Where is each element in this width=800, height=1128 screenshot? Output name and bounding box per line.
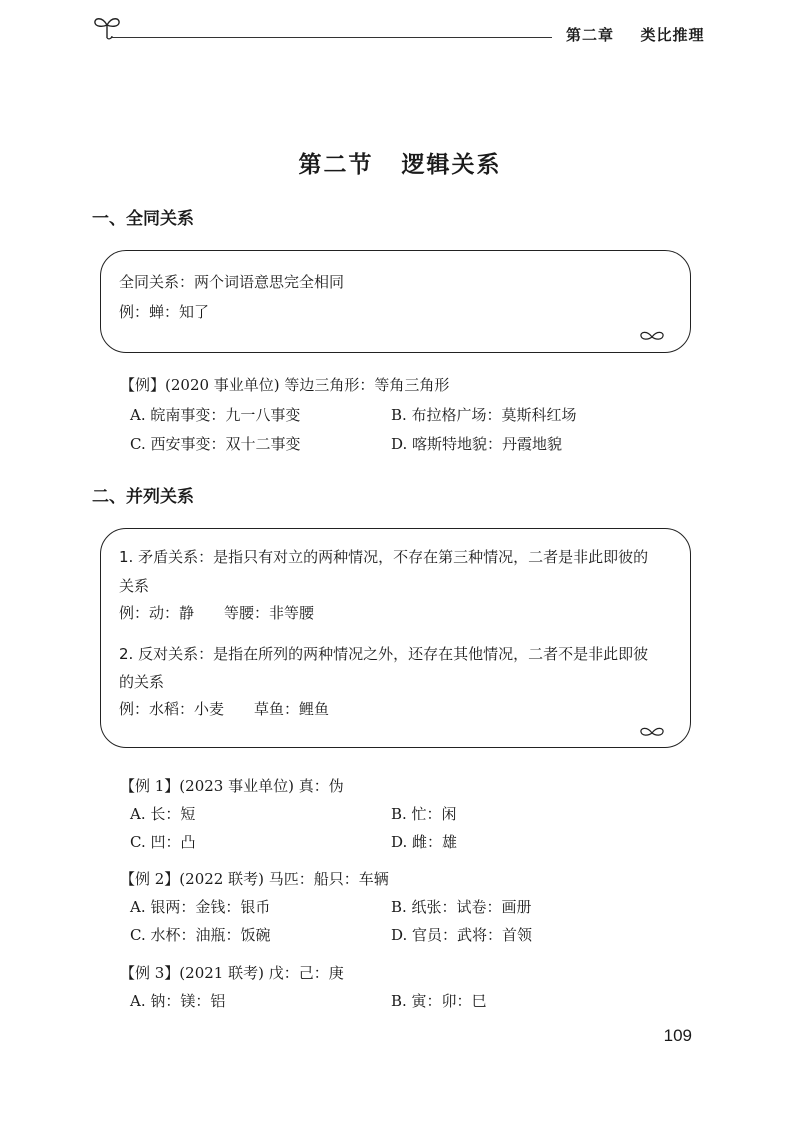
option-b: B. 寅：卯：巳	[391, 992, 487, 1010]
heading-identity-relation: 一、全同关系	[92, 209, 194, 229]
header-chapter: 第二章	[566, 26, 615, 44]
running-header	[566, 24, 705, 45]
option-a: A. 长：短	[130, 805, 196, 823]
option-c: C. 凹：凸	[130, 833, 196, 851]
definition-text: 全同关系：两个词语意思完全相同	[119, 273, 345, 291]
leaf-ornament-icon	[638, 329, 666, 343]
definition-example: 例：蝉：知了	[119, 303, 210, 321]
option-b: B. 纸张：试卷：画册	[391, 898, 532, 916]
heading-parallel-relation: 二、并列关系	[92, 487, 194, 507]
contrary-definition-cont: 的关系	[119, 673, 165, 691]
option-d: D. 雌：雄	[391, 833, 458, 851]
contrary-example: 例：水稻：小麦 草鱼：鲤鱼	[119, 700, 330, 718]
page-number: 109	[663, 1026, 692, 1045]
contrary-definition: 2. 反对关系：是指在所列的两种情况之外，还存在其他情况，二者不是非此即彼	[119, 645, 649, 663]
section-title: 第二节 逻辑关系	[298, 152, 502, 178]
contradiction-definition: 1. 矛盾关系：是指只有对立的两种情况，不存在第三种情况，二者是非此即彼的	[119, 548, 649, 566]
leaf-ornament-icon	[638, 725, 666, 739]
definition-box-identity	[100, 250, 691, 353]
definition-box-parallel	[100, 528, 691, 748]
option-d: D. 官员：武将：首领	[391, 926, 533, 944]
question-stem: 【例】(2020 事业单位) 等边三角形：等角三角形	[120, 376, 450, 394]
option-c: C. 水杯：油瓶：饭碗	[130, 926, 271, 944]
contradiction-example: 例：动：静 等腰：非等腰	[119, 604, 315, 622]
option-a: A. 银两：金钱：银币	[130, 898, 271, 916]
question-stem: 【例 1】(2023 事业单位) 真：伪	[120, 777, 344, 795]
option-b: B. 布拉格广场：莫斯科红场	[391, 406, 577, 424]
header-title: 类比推理	[640, 26, 705, 44]
question-stem: 【例 2】(2022 联考) 马匹：船只：车辆	[120, 870, 389, 888]
header-rule	[112, 37, 552, 38]
question-stem: 【例 3】(2021 联考) 戊：己：庚	[120, 964, 344, 982]
option-a: A. 钠：镁：铝	[130, 992, 226, 1010]
option-c: C. 西安事变：双十二事变	[130, 435, 301, 453]
option-b: B. 忙：闲	[391, 805, 457, 823]
option-d: D. 喀斯特地貌：丹霞地貌	[391, 435, 563, 453]
contradiction-definition-cont: 关系	[119, 577, 150, 595]
option-a: A. 皖南事变：九一八事变	[130, 406, 301, 424]
